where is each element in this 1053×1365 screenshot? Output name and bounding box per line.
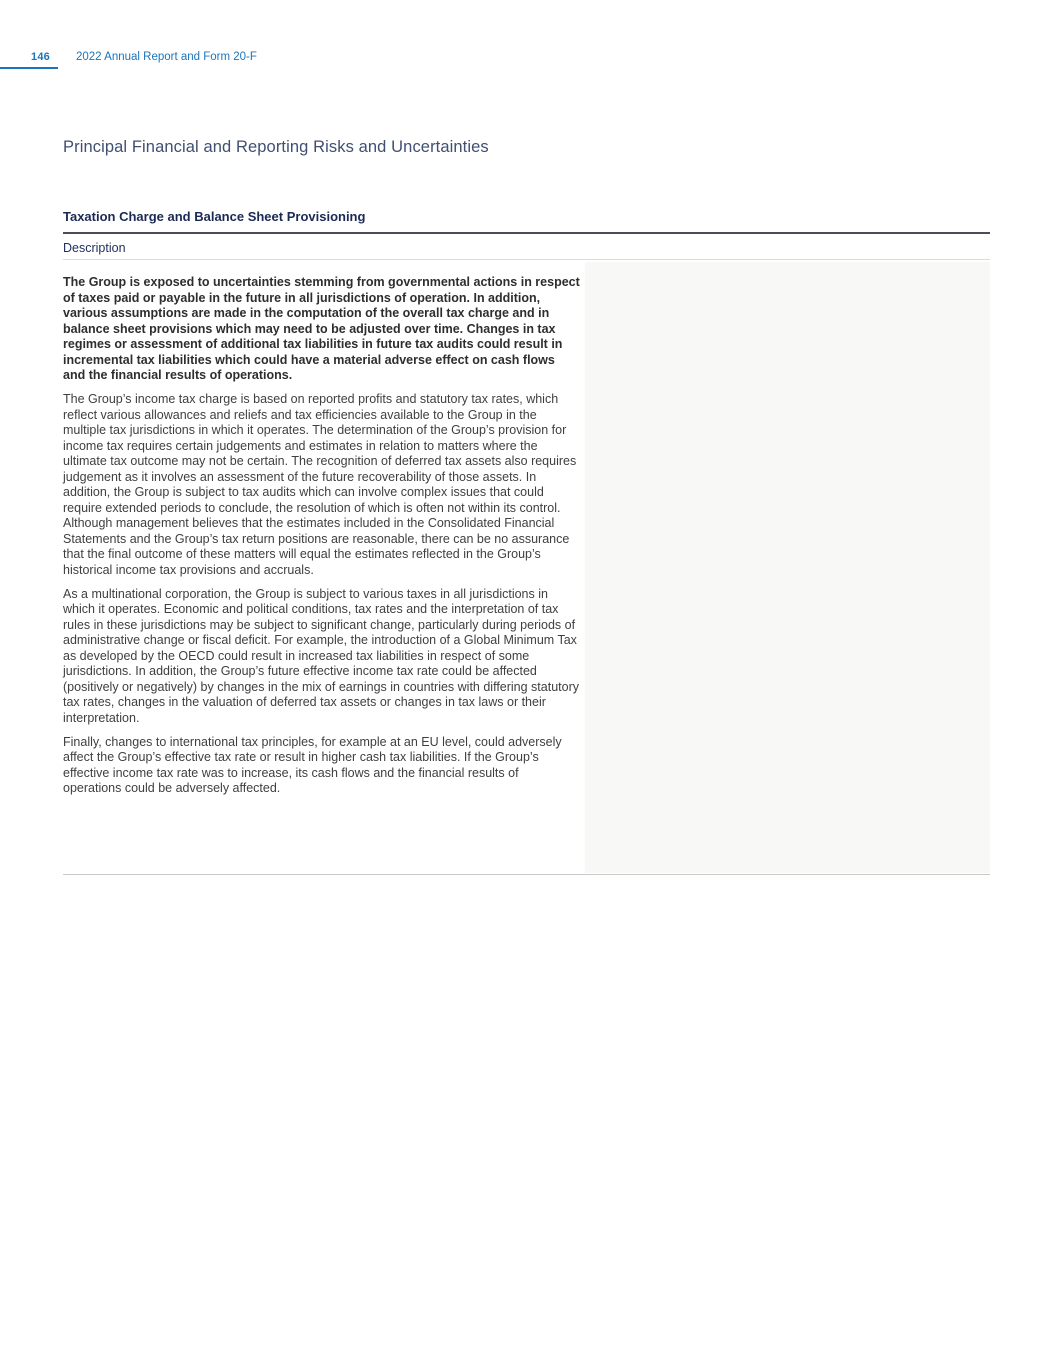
paragraph: Finally, changes to international tax principles, for example at an EU level, could adversely affect the Group’s effective tax rate or result in higher cash tax liabilities. If the Group’s effective income tax rate was to increase, its cash flows and the financial results of operations could be adversely affected. [63, 734, 562, 795]
description-body [63, 269, 580, 805]
page-title: Principal Financial and Reporting Risks and Uncertainties [63, 138, 489, 156]
section-rule-dark [63, 232, 990, 234]
paragraph: As a multinational corporation, the Group is subject to various taxes in all jurisdictions in which it operates. Economic and political conditions, tax rates and the interpretation of tax rules in these jurisdictions may be subject to significant change, particularly during periods of administrative change or fiscal deficit. For example, the introduction of a Global Minimum Tax as developed by the OECD could result in increased tax liabilities in respect of some jurisdictions. In addition, the Group’s future effective income tax rate could be affected (positively or negatively) by changes in the mix of earnings in countries with differing statutory tax rates, changes in the valuation of deferred tax assets or changes in tax laws or their interpretation. [63, 586, 579, 725]
section-bottom-rule [63, 874, 990, 875]
description-rule-light [63, 259, 990, 260]
running-header-title: 2022 Annual Report and Form 20-F [76, 51, 257, 63]
side-panel-placeholder [585, 262, 990, 873]
page-number-underline [0, 67, 58, 69]
paragraph: The Group’s income tax charge is based on reported profits and statutory tax rates, which reflect various allowances and reliefs and tax efficiencies available to the Group in the multiple tax jurisdictions in which it operates. The determination of the Group’s provision for income tax requires certain judgements and estimates in relation to matters where the ultimate tax outcome may not be certain. The recognition of deferred tax assets also requires judgement as it involves an assessment of the future recoverability of those assets. In addition, the Group is subject to tax audits which can involve complex issues that could require extended periods to conclude, the resolution of which is often not within its control. Although management believes that the estimates included in the Consolidated Financial Statements and the Group’s tax return positions are reasonable, there can be no assurance that the final outcome of these matters will equal the estimates reflected in the Group’s historical income tax provisions and accruals. [63, 392, 577, 577]
description-label: Description [63, 241, 126, 255]
section-heading: Taxation Charge and Balance Sheet Provisioning [63, 209, 366, 224]
page-number: 146 [31, 51, 50, 63]
paragraph-lead: The Group is exposed to uncertainties stemming from governmental actions in respect of taxes paid or payable in the future in all jurisdictions of operation. In addition, various assumptions are made in the computation of the overall tax charge and in balance sheet provisions which may need to be adjusted over time. Changes in tax regimes or assessment of additional tax liabilities in future tax audits could result in incremental tax liabilities which could have a material adverse effect on cash flows and the financial results of operations. [63, 275, 580, 382]
